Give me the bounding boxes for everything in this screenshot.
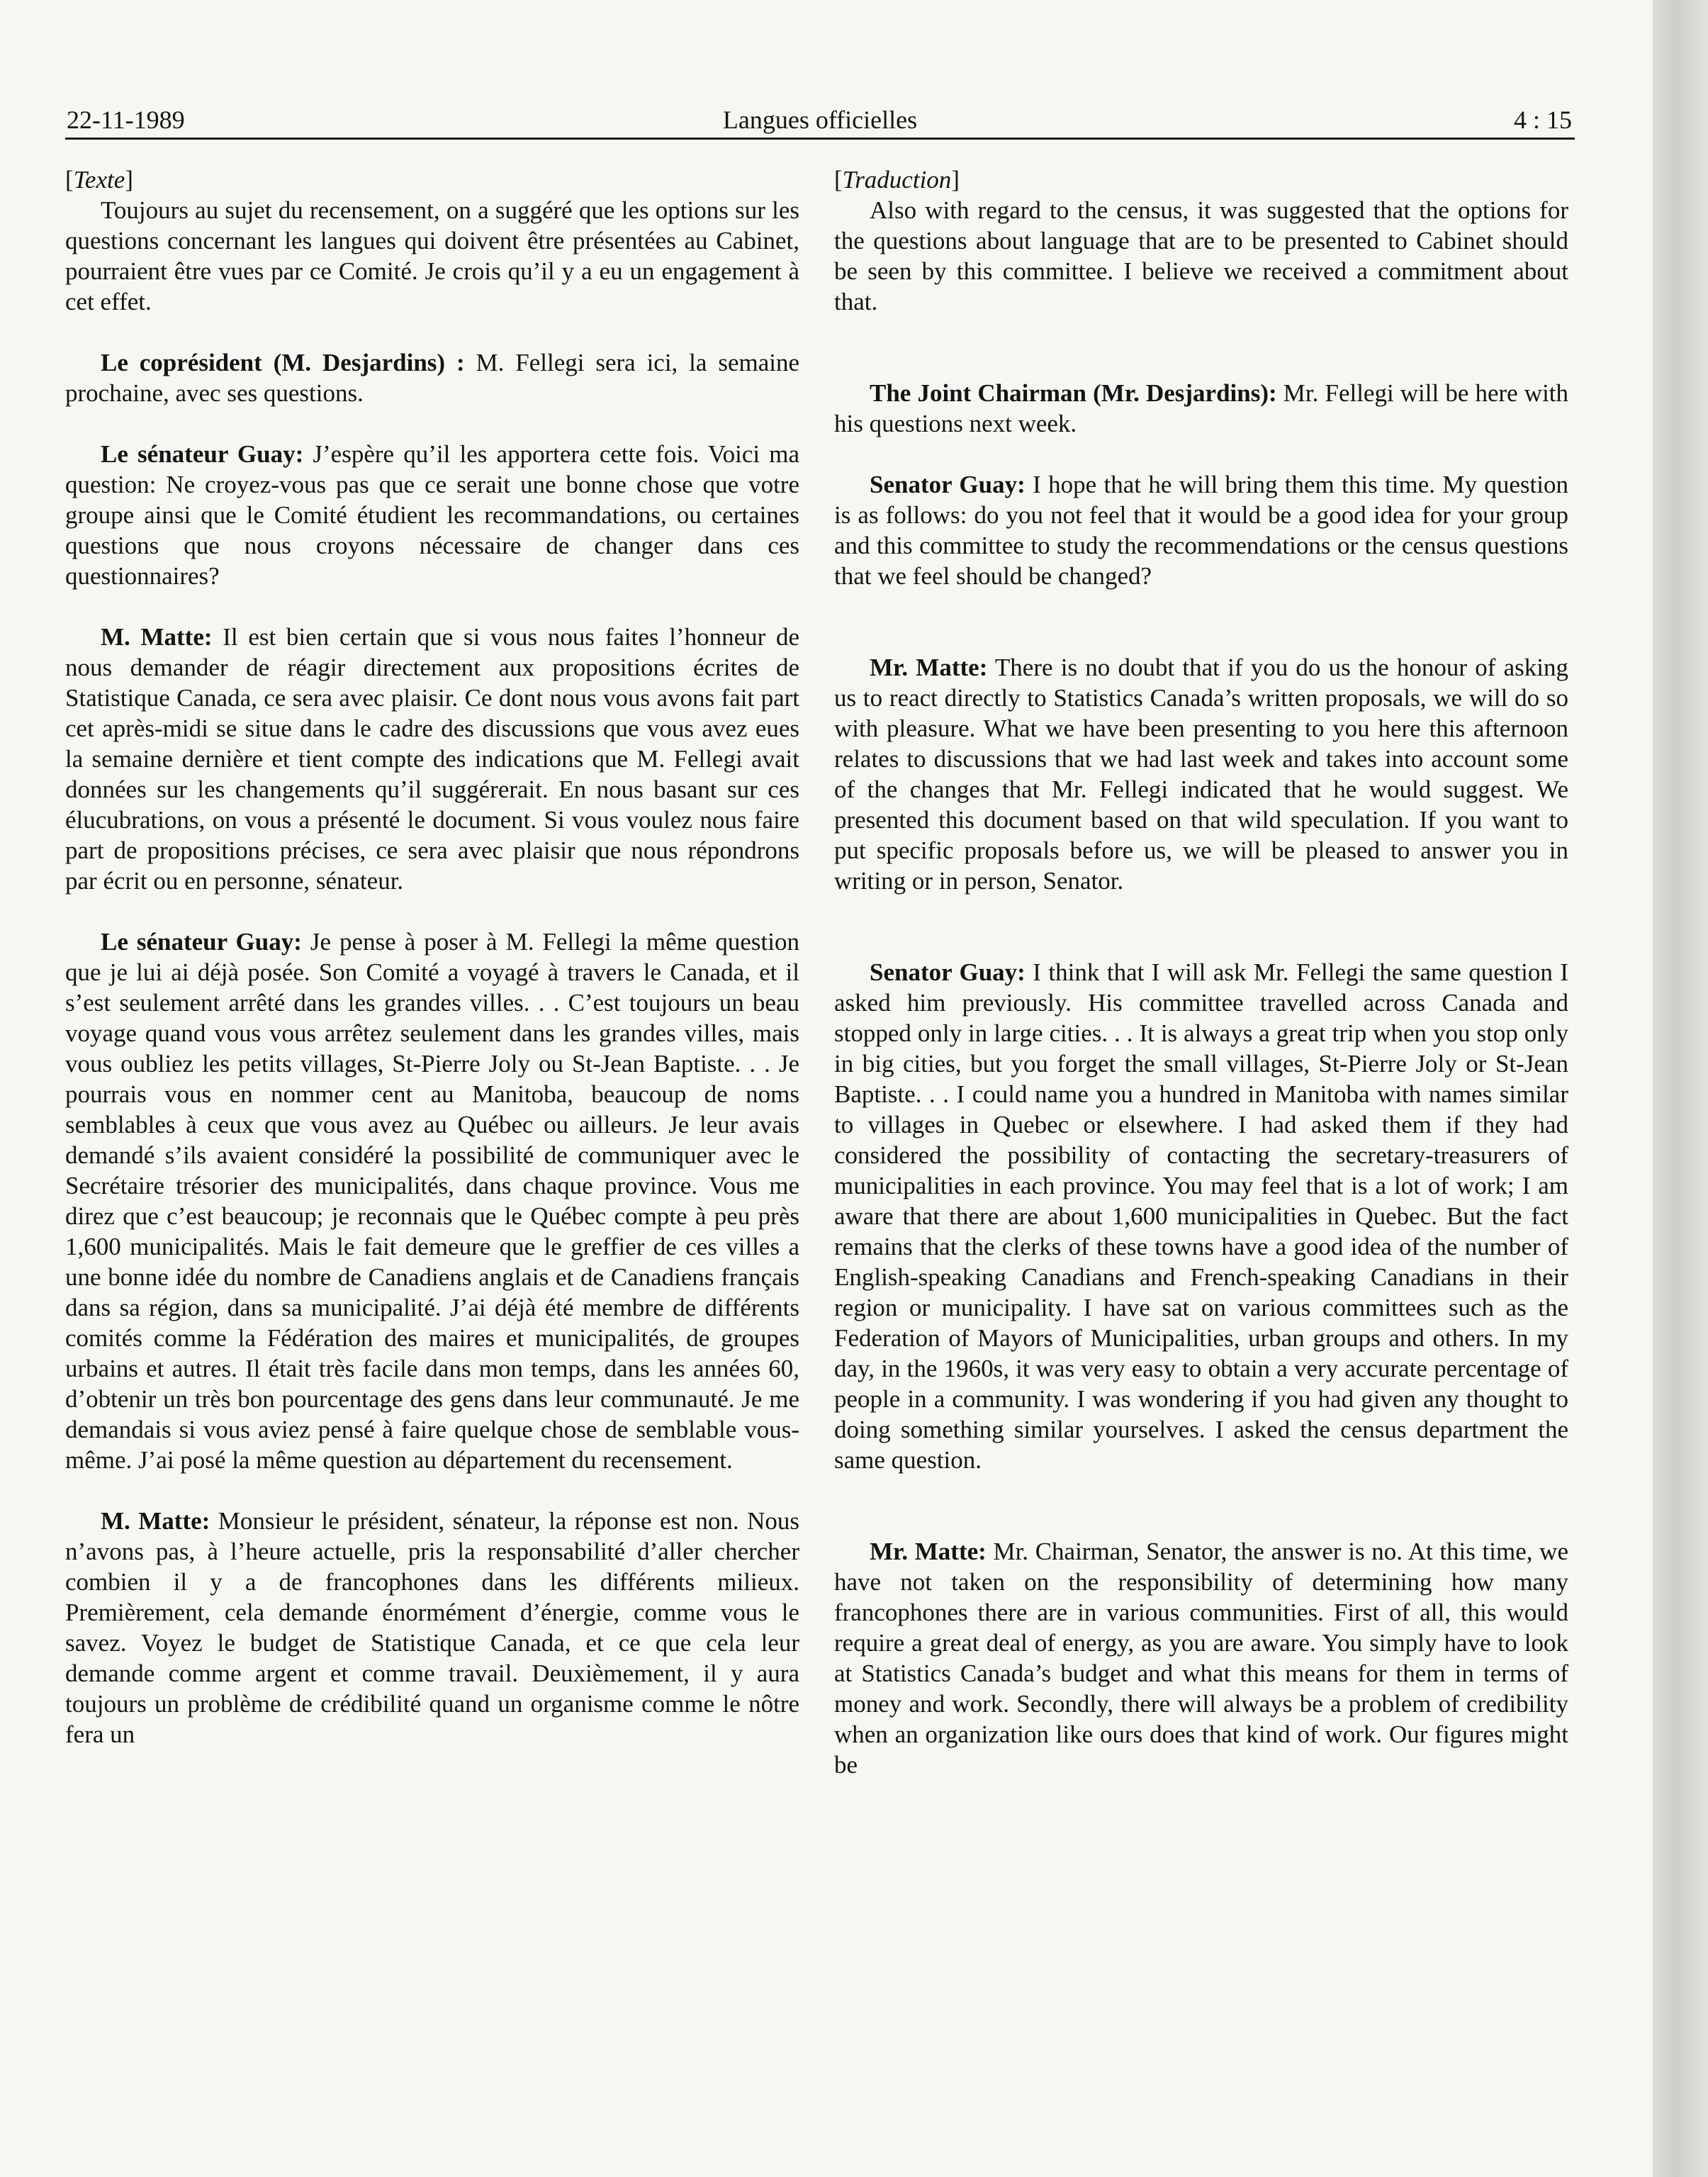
french-paragraph: M. Matte: Il est bien certain que si vous nous faites l’honneur de nous demander de réagir directement aux propositions écrites de Statistique Canada, ce sera avec plaisir. Ce dont nous vous avons fait part cet après-midi se situe dans le cadre des discussions que vous avez eues la semaine dernière et tient compte des indications que M. Fellegi avait données sur les changements qu’il suggérerait. En nous basant sur ces élucubrations, on vous a présenté le document. Si vous voulez nous faire part de propositions précises, ce sera avec plaisir que nous répondrons par écrit ou en personne, sénateur. (65, 623, 799, 895)
header-title: Langues officielles (722, 106, 918, 134)
french-paragraph: M. Matte: Monsieur le président, sénateur, la réponse est non. Nous n’avons pas, à l’heure actuelle, pris la responsabilité d’aller chercher combien il y a de francophones dans les différents milieux. Premièrement, cela demande énormément d’énergie, comme vous le savez. Voyez le budget de Statistique Canada, et ce que cela leur demande comme argent et comme travail. Deuxièmement, il y aura toujours un problème de crédibilité quand un organisme comme le nôtre fera un (65, 1507, 799, 1748)
header-page-number: 4 : 15 (1513, 106, 1572, 134)
french-paragraph: Le sénateur Guay: J’espère qu’il les apportera cette fois. Voici ma question: Ne croyez-vous pas que ce serait une bonne chose que votre groupe ainsi que le Comité étudient les recommandations, ou certaines questions que nous croyons nécessaire de changer dans ces questionnaires? (65, 440, 799, 590)
french-paragraph: Le coprésident (M. Desjardins) : M. Fellegi sera ici, la semaine prochaine, avec ses questions. (65, 349, 800, 407)
french-column (65, 164, 799, 1750)
running-header (65, 105, 1575, 140)
english-paragraph: Mr. Matte: Mr. Chairman, Senator, the answer is no. At this time, we have not taken on the responsibility of determining how many francophones there are in various communities. First of all, this would require a great deal of energy, as you are aware. You simply have to look at Statistics Canada’s budget and what this means for them in terms of money and work. Secondly, there will always be a problem of credibility when an organization like ours does that kind of work. Our figures might be (834, 1538, 1568, 1779)
french-paragraph: Le sénateur Guay: Je pense à poser à M. Fellegi la même question que je lui ai déjà posée. Son Comité a voyagé à travers le Canada, et il s’est seulement arrêté dans les grandes villes. . . C’est toujours un beau voyage quand vous vous arrêtez seulement dans les grandes villes, mais vous oubliez les petits villages, St-Pierre Joly ou St-Jean Baptiste. . . Je pourrais vous en nommer cent au Manitoba, beaucoup de noms semblables à ceux que vous avez au Québec ou ailleurs. Je leur avais demandé s’ils avaient considéré la possibilité de communiquer avec le Secrétaire trésorier des municipalités, dans chaque province. Vous me direz que c’est beaucoup; je reconnais que le Québec compte à peu près 1,600 municipalités. Mais le fait demeure que le greffier de ces villes a une bonne idée du nombre de Canadiens anglais et de Canadiens français dans sa région, dans sa municipalité. J’ai déjà été membre de différents comités comme la Fédération des maires et municipalités, de groupes urbains et autres. Il était très facile dans mon temps, dans les années 60, d’obtenir un très bon pourcentage des gens dans leur communauté. Je me demandais si vous aviez pensé à faire quelque chose de semblable vous-même. J’ai posé la même question au département du recensement. (65, 928, 799, 1474)
english-paragraph: Also with regard to the census, it was suggested that the options for the questions about language that are to be presented to Cabinet should be seen by this committee. I believe we received a commitment about that. (834, 196, 1568, 315)
english-paragraph: Senator Guay: I think that I will ask Mr. Fellegi the same question I asked him previously. His committee travelled across Canada and stopped only in large cities. . . It is always a great trip when you stop only in big cities, but you forget the small villages, St-Pierre Joly or St-Jean Baptiste. . . I could name you a hundred in Manitoba with names similar to villages in Quebec or elsewhere. I had asked them if they had considered the possibility of contacting the secretary-treasurers of municipalities in each province. You may feel that is a lot of work; I am aware that there are about 1,600 municipalities in Quebec. But the fact remains that the clerks of these towns have a good idea of the number of English-speaking Canadians and French-speaking Canadians in their region or municipality. I have sat on various committees such as the Federation of Mayors of Municipalities, urban groups and others. In my day, in the 1960s, it was very easy to obtain a very accurate percentage of people in a community. I was wondering if you had given any thought to doing something similar yourselves. I asked the census department the same question. (834, 958, 1568, 1474)
french-source-tag: [Texte] (65, 166, 133, 194)
binding-edge (1653, 0, 1708, 2177)
english-source-tag: [Traduction] (834, 166, 960, 194)
english-paragraph: Mr. Matte: There is no doubt that if you do us the honour of asking us to react directly to Statistics Canada’s written proposals, we will do so with pleasure. What we have been presenting to you here this afternoon relates to discussions that we had last week and takes into account some of the changes that Mr. Fellegi indicated that he would suggest. We presented this document based on that wild speculation. If you want to put specific proposals before us, we will be pleased to answer you in writing or in person, Senator. (834, 654, 1568, 895)
english-paragraph: The Joint Chairman (Mr. Desjardins): Mr. Fellegi will be here with his questions next week. (834, 379, 1569, 437)
english-column (834, 164, 1568, 1780)
english-paragraph: Senator Guay: I hope that he will bring them this time. My question is as follows: do you not feel that it would be a good idea for your group and this committee to study the recommendations or the census questions that we feel should be changed? (834, 471, 1568, 590)
header-date: 22-11-1989 (67, 106, 185, 134)
french-paragraph: Toujours au sujet du recensement, on a suggéré que les options sur les questions concernant les langues qui doivent être présentées au Cabinet, pourraient être vues par ce Comité. Je crois qu’il y a eu un engagement à cet effet. (65, 196, 799, 315)
